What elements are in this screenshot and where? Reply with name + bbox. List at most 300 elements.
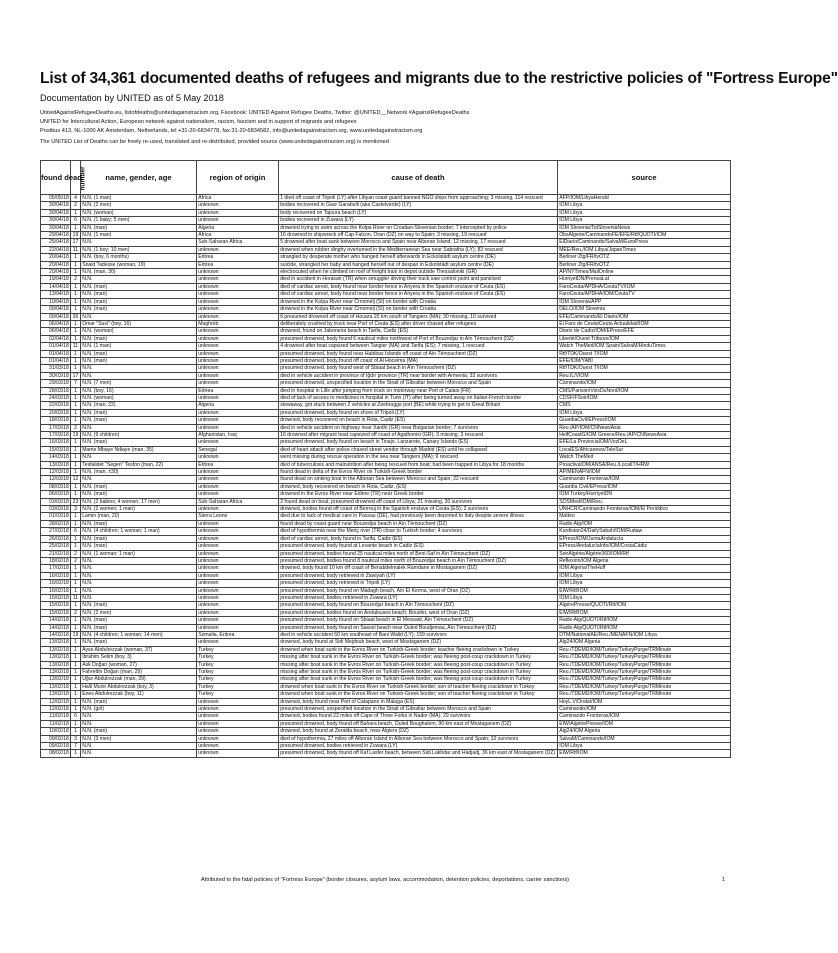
cell-region: unknown [197, 246, 279, 253]
cell-source: HelfCoastG/IOM Greece/Reu./AP/CNNewsAsia [558, 432, 731, 439]
table-row [41, 520, 731, 527]
cell-source: DELO/IOM Slovenia [558, 306, 731, 313]
cell-number: 1 [71, 320, 81, 327]
cell-region: unknown [197, 743, 279, 750]
cell-source: FaroCeuta/APDHA/IOM/CeutaTV [558, 291, 731, 298]
cell-date: 10/04/18 [41, 298, 71, 305]
cell-source: Kurdistan24/DailySabah/IOM/Rudaw [558, 528, 731, 535]
cell-date: 30/03/18 [41, 372, 71, 379]
cell-source: LocalES/Africanews/TeleSur [558, 446, 731, 453]
cell-name: Uğur Abdulrezzak (man, 39) [81, 676, 197, 683]
cell-region: Turkey [197, 669, 279, 676]
cell-name: Ayse Abdulrezzak (woman, 37) [81, 646, 197, 653]
cell-region: Somalia, Eritrea [197, 631, 279, 638]
cell-name: N.N. [81, 276, 197, 283]
cell-source: Caminando Fronteras/IOM [558, 713, 731, 720]
cell-name: N.N. (1 man) [81, 195, 197, 202]
cell-cause: missing after boat sunk in the Evros River on Turkish-Greek border; was fleeing post-coup crackdown in Turkey [279, 654, 558, 661]
cell-region: Senegal [197, 446, 279, 453]
cell-name: N.N. (man) [81, 617, 197, 624]
cell-date: 13/03/18 [41, 461, 71, 468]
table-row [41, 402, 731, 409]
cell-date: 17/02/18 [41, 565, 71, 572]
cell-cause: 1 died off coast of Tripoli (LY) after Libyan coast guard banned NGO ships from approaching; 3 missing, 114 rescued [279, 195, 558, 202]
cell-name: N.N. (man) [81, 224, 197, 231]
table-row [41, 498, 731, 505]
cell-region: Maghreb [197, 320, 279, 327]
cell-number: 1 [71, 402, 81, 409]
cell-region: unknown [197, 469, 279, 476]
cell-source: IOM Libya [558, 743, 731, 750]
cell-cause: drowned when boat sunk in the Evros River on Turkish-Greek border; son of teacher fleeing crackdown in Turkey [279, 691, 558, 698]
table-row [41, 454, 731, 461]
cell-number: 1 [71, 446, 81, 453]
cell-source: ObsAlgerie/CaminandoFE/EFE/Rtf/QUOTI/IOM [558, 232, 731, 239]
cell-date: 08/02/18 [41, 750, 71, 757]
license-line: The UNITED List of Deaths can be freely re-used, translated and re-distributed, provided source (www.unitedagainstracism.org) is mentioned [40, 139, 389, 145]
cell-cause: presumed drowned, body found on Sbiaat beach in El Messaid, Aïn Témouchent (DZ) [279, 617, 558, 624]
cell-source: IOM Libya [558, 202, 731, 209]
cell-name: Fahrettin Doğan (man, 29) [81, 669, 197, 676]
page-subtitle: Documentation by UNITED as of 5 May 2018 [40, 93, 224, 103]
cell-cause: presumed drowned, body found on shore of Tripoli (LY) [279, 409, 558, 416]
cell-number: 4 [71, 195, 81, 202]
cell-source: AP/NYTimes/MailOnline [558, 269, 731, 276]
cell-number: 17 [71, 239, 81, 246]
cell-date: 13/02/18 [41, 683, 71, 690]
cell-cause: presumed drowned, body found 6 nautical miles northwest of Port of Bouzedjar in Aïn Témouchent (DZ) [279, 335, 558, 342]
cell-source: Reu./TDEMD/IOM/Turkey/TurkeyPurge/TRMinute [558, 654, 731, 661]
cell-number: 17 [71, 372, 81, 379]
cell-source: ProactivaIOM/ANSA/Reu./LocalIT/HRW [558, 461, 731, 468]
cell-name: Lamin (man, 20) [81, 513, 197, 520]
cell-cause: missing after boat sunk in the Evros River on Turkish-Greek border; was fleeing post-coup crackdown in Turkey [279, 669, 558, 676]
cell-cause: presumed drowned, bodies found 25 nautical miles north of Beni-Saf in Aïn Témouchent (DZ) [279, 550, 558, 557]
table-row [41, 335, 731, 342]
table-row [41, 424, 731, 431]
cell-date: 31/03/18 [41, 365, 71, 372]
cell-region: unknown [197, 283, 279, 290]
cell-source: Rtf/TDK/Ouest T/IOM [558, 365, 731, 372]
cell-date: 18/02/18 [41, 557, 71, 564]
header-region: region of origin [197, 161, 279, 195]
cell-region: unknown [197, 306, 279, 313]
cell-date: 25/02/18 [41, 543, 71, 550]
cell-name: N.N. (man, ±30) [81, 469, 197, 476]
cell-number: 1 [71, 394, 81, 401]
cell-region: Turkey [197, 646, 279, 653]
cell-date: 14/02/18 [41, 631, 71, 638]
cell-number: 1 [71, 543, 81, 550]
table-row [41, 669, 731, 676]
cell-cause: 16 drowned in shipwreck off Cap Falcon, Oran (DZ) on way to Spain; 3 missing, 19 rescued [279, 232, 558, 239]
cell-source: Watch TheMed/IOM Spain/SalvaM/HinduTimes [558, 343, 731, 350]
cell-number: 1 [71, 535, 81, 542]
cell-cause: drowned in the Kolpa River near Črnomelj (SI) on border with Croatia [279, 306, 558, 313]
cell-number: 23 [71, 498, 81, 505]
cell-date: 19/04/18 [41, 276, 71, 283]
cell-name: N.N. (2 men) [81, 202, 197, 209]
cell-cause: died of lack of access to medicines in hospital in Turin (IT) after being turned away on Italian-French border [279, 394, 558, 401]
cell-source: EFE/IOM/YABI [558, 357, 731, 364]
cell-name: N.N. (boy, 6 months) [81, 254, 197, 261]
table-row [41, 195, 731, 202]
cell-date: 15/02/18 [41, 594, 71, 601]
table-row [41, 209, 731, 216]
cell-name: N.N. (man) [81, 350, 197, 357]
cell-source: Diario de Cadiz/IOM/EPress/EFE [558, 328, 731, 335]
cell-source: IOM Libya [558, 572, 731, 579]
cell-region: unknown [197, 483, 279, 490]
cell-number: 1 [71, 728, 81, 735]
cell-date: 05/05/18 [41, 195, 71, 202]
cell-name: N.N. [81, 572, 197, 579]
cell-region: Africa [197, 232, 279, 239]
table-row [41, 269, 731, 276]
cell-cause: died of cardiac arrest, body found in Tarifa, Cadiz (ES) [279, 535, 558, 542]
cell-date: 12/03/18 [41, 469, 71, 476]
cell-region: Eritrea [197, 254, 279, 261]
cell-region: unknown [197, 202, 279, 209]
cell-number: 1 [71, 587, 81, 594]
cell-cause: drowned when boat sunk in the Evros River on Turkish-Greek border; son of teacher fleeing crackdown in Turkey [279, 683, 558, 690]
cell-cause: 6 presumed drowned off coast of Houara 20 km south of Tangiers (MA); 30 missing, 10 survived [279, 313, 558, 320]
cell-region: unknown [197, 506, 279, 513]
cell-region: unknown [197, 528, 279, 535]
header-number-label: number [79, 165, 87, 191]
table-row [41, 587, 731, 594]
contact-line: UnitedAgainstRefugeeDeaths.eu, listofdeaths@unitedagainstracism.org, Facebook: UNITED Against Refugee Deaths, Twitter: @UNITED__Network #AgainstRefugeeDeaths [40, 110, 470, 116]
cell-number: 6 [71, 217, 81, 224]
cell-cause: presumed drowned, bodies retrieved in Zuwara (LY) [279, 594, 558, 601]
cell-region: unknown [197, 639, 279, 646]
cell-region: unknown [197, 372, 279, 379]
table-row [41, 350, 731, 357]
cell-cause: died of cardiac arrest, body found near border fence in Anyera in the Spanish enclave of Ceuta (ES) [279, 283, 558, 290]
cell-number: 1 [71, 269, 81, 276]
cell-region: Turkey [197, 676, 279, 683]
table-row [41, 483, 731, 490]
cell-region: unknown [197, 550, 279, 557]
cell-number: 1 [71, 617, 81, 624]
table-row [41, 380, 731, 387]
cell-date: 15/02/18 [41, 602, 71, 609]
cell-region: unknown [197, 617, 279, 624]
cell-number: 1 [71, 661, 81, 668]
cell-region: unknown [197, 439, 279, 446]
cell-source: Radio Alg/QUOTI/Rtf/IOM [558, 617, 731, 624]
table-row [41, 572, 731, 579]
cell-cause: drowned in the Evros River near Edirne (TR) near Greek border [279, 491, 558, 498]
cell-number: 1 [71, 306, 81, 313]
cell-name: N.N. [81, 713, 197, 720]
cell-number: 1 [71, 720, 81, 727]
cell-source: Radio Alg/QUOTI/Rtf/IOM [558, 624, 731, 631]
cell-date: 06/03/18 [41, 491, 71, 498]
cell-name: N.N. [81, 743, 197, 750]
cell-region: unknown [197, 269, 279, 276]
cell-cause: bodies recovered in Zuwara (LY) [279, 217, 558, 224]
cell-number: 19 [71, 232, 81, 239]
table-row [41, 217, 731, 224]
table-row [41, 432, 731, 439]
cell-number: 2 [71, 276, 81, 283]
table-row [41, 469, 731, 476]
cell-date: 01/04/18 [41, 343, 71, 350]
cell-number: 1 [71, 409, 81, 416]
cell-source: Caminando/IOM [558, 380, 731, 387]
cell-name: N.N. (1 man) [81, 232, 197, 239]
cell-source: IOM Slovenia/APP [558, 298, 731, 305]
header-found-dead: found dead [41, 161, 71, 195]
cell-date: 03/03/18 [41, 498, 71, 505]
cell-name: N.N. (3 men) [81, 735, 197, 742]
header-source: source [558, 161, 731, 195]
cell-cause: presumed drowned, body found on beach in Tinajo, Lanzarote, Canary Islands (ES) [279, 439, 558, 446]
cell-name: N.N. (man) [81, 298, 197, 305]
cell-region: unknown [197, 276, 279, 283]
cell-number: 1 [71, 328, 81, 335]
cell-source: Reu./AP/IOM/CNNewsAsia [558, 424, 731, 431]
cell-number: 1 [71, 224, 81, 231]
cell-cause: presumed drowned, body found on Madagh beach, Aïn El Kerma, west of Oran (DZ) [279, 587, 558, 594]
table-row [41, 513, 731, 520]
cell-number: 1 [71, 698, 81, 705]
cell-name: N.N. [81, 239, 197, 246]
cell-source: Reflexion/IOM Algeria [558, 557, 731, 564]
table-row [41, 706, 731, 713]
cell-number: 2 [71, 550, 81, 557]
cell-cause: presumed drowned, body found at Levante beach in Cadiz (ES) [279, 543, 558, 550]
cell-source: EIW/AlgériePresse/IOM [558, 720, 731, 727]
cell-number: 1 [71, 520, 81, 527]
cell-date: 24/03/18 [41, 394, 71, 401]
table-row [41, 528, 731, 535]
cell-date: 29/04/18 [41, 232, 71, 239]
cell-date: 20/03/18 [41, 409, 71, 416]
cell-date: 11/02/18 [41, 713, 71, 720]
cell-source: EPress/IOM/JuntaAndalucía [558, 535, 731, 542]
cell-cause: died of tuberculosis and malnutrition after being rescued from boat; had been trapped in Libya for 18 months [279, 461, 558, 468]
cell-name: N.N. [81, 580, 197, 587]
cell-date: 15/03/18 [41, 446, 71, 453]
cell-number: 36 [71, 313, 81, 320]
cell-name: N.N. (1 boy; 10 men) [81, 246, 197, 253]
cell-date: 20/04/18 [41, 254, 71, 261]
cell-date: 09/02/18 [41, 743, 71, 750]
cell-name: N.N. (man) [81, 306, 197, 313]
cell-cause: presumed drowned, body found off Bahara beach, Ouled Boughalem, 90 km east of Mostaganem (DZ) [279, 720, 558, 727]
cell-source: SalvaM/Caminando/IOM [558, 735, 731, 742]
cell-number: 19 [71, 432, 81, 439]
cell-region: Eritrea [197, 461, 279, 468]
cell-region: Turkey [197, 654, 279, 661]
cell-cause: drowned, body found at Zeralda beach, near Algiers (DZ) [279, 728, 558, 735]
cell-region: unknown [197, 602, 279, 609]
page-number: 1 [722, 877, 726, 883]
cell-date: 10/02/18 [41, 728, 71, 735]
cell-source: IOM Libya [558, 217, 731, 224]
cell-date: 16/03/18 [41, 439, 71, 446]
cell-name: N.N. (man) [81, 483, 197, 490]
cell-date: 29/03/18 [41, 380, 71, 387]
table-row [41, 461, 731, 468]
cell-source: AFP/IOM/LibyaHerald [558, 195, 731, 202]
table-row [41, 224, 731, 231]
cell-region: Sub-Saharan Africa [197, 498, 279, 505]
cell-source: IOM Turkey/HurriyetDN [558, 491, 731, 498]
cell-source: Watch TheMed [558, 454, 731, 461]
cell-source: EIW/Rtf/IOM [558, 750, 731, 757]
cell-number: 1 [71, 491, 81, 498]
cell-cause: died of hypothermia, 27 miles off Alboran Island in Alboran Sea between Morocco and Spain; 32 survivors [279, 735, 558, 742]
cell-name: N.N. (2 babies; 4 women; 17 men) [81, 498, 197, 505]
cell-number: 1 [71, 683, 81, 690]
table-row [41, 550, 731, 557]
cell-name: N.N. (woman) [81, 209, 197, 216]
cell-number: 1 [71, 691, 81, 698]
cell-date: 17/03/18 [41, 432, 71, 439]
cell-source: El Faro de Ceuta/Ceuta Actualidad/IOM [558, 320, 731, 327]
cell-source: Reu./TDEMD/IOM/Turkey/TurkeyPurge/TRMinute [558, 676, 731, 683]
cell-cause: presumed drowned, bodies found 8 nautical miles north of Bouzedjar beach in Aïn Témouchent (DZ) [279, 557, 558, 564]
header-name: name, gender, age [81, 161, 197, 195]
table-row [41, 372, 731, 379]
cell-name: Enes Abdulrezzak (boy, 11) [81, 691, 197, 698]
cell-source: SoirAlgérie/Algérie360/IOM/Rtf [558, 550, 731, 557]
cell-date: 22/03/18 [41, 402, 71, 409]
cell-region: Africa [197, 195, 279, 202]
cell-source: Reu./TDEMD/IOM/Turkey/TurkeyPurge/TRMinute [558, 646, 731, 653]
cell-source: Liberté/Ouest Tribune/IOM [558, 335, 731, 342]
cell-cause: found dead in delta of the Evros River on Turkish-Greek border [279, 469, 558, 476]
cell-number: 19 [71, 631, 81, 638]
cell-date: 01/04/18 [41, 350, 71, 357]
cell-date: 13/02/18 [41, 654, 71, 661]
cell-region: unknown [197, 313, 279, 320]
cell-cause: found dead on sinking boat in the Alboran Sea between Morocco and Spain; 22 rescued [279, 476, 558, 483]
cell-region: Algeria [197, 224, 279, 231]
cell-name: N.N. (man) [81, 602, 197, 609]
cell-date: 13/02/18 [41, 669, 71, 676]
cell-cause: drowned, body found at Sidi Mejdoub beach, west of Mostaganem (DZ) [279, 639, 558, 646]
cell-cause: suicide, strangled her baby and hanged herself out of despair in Eckolstädt asylum centre (DE) [279, 261, 558, 268]
cell-cause: died in vehicle accident 60 km southeast of Bani Walid (LY); 159 survivors [279, 631, 558, 638]
cell-date: 16/02/18 [41, 580, 71, 587]
cell-source: Reu./TDEMD/IOM/Turkey/TurkeyPurge/TRMinute [558, 683, 731, 690]
table-row [41, 661, 731, 668]
cell-name: Halil Munir Abdulrezzak (boy, 3) [81, 683, 197, 690]
cell-cause: drowned, body found near Port of Catapano in Malaga (ES) [279, 698, 558, 705]
cell-name: N.N. [81, 454, 197, 461]
cell-number: 1 [71, 254, 81, 261]
cell-date: 17/03/18 [41, 424, 71, 431]
cell-number: 1 [71, 654, 81, 661]
cell-name: N.N. [81, 594, 197, 601]
cell-number: 1 [71, 417, 81, 424]
cell-region: unknown [197, 424, 279, 431]
cell-cause: stowaway, got stuck between 2 vehicles at Zeebrugge port (BE) while trying to get to Great Britain [279, 402, 558, 409]
cell-name: N.N. (boy, 16) [81, 387, 197, 394]
table-row [41, 617, 731, 624]
cell-region: unknown [197, 720, 279, 727]
cell-region: unknown [197, 624, 279, 631]
cell-date: 14/04/18 [41, 283, 71, 290]
cell-region: unknown [197, 291, 279, 298]
table-row [41, 343, 731, 350]
cell-number: 1 [71, 387, 81, 394]
table-body [41, 195, 731, 758]
cell-source: MEE/Reu./IOM Libya/JapanTimes [558, 246, 731, 253]
cell-name: N.N. (man) [81, 439, 197, 446]
cell-date: 11/02/18 [41, 720, 71, 727]
cell-date: 13/04/18 [41, 291, 71, 298]
table-row [41, 306, 731, 313]
cell-cause: went missing during rescue operation in the sea near Tangiers (MA); 9 rescued [279, 454, 558, 461]
cell-region: unknown [197, 409, 279, 416]
cell-date: 22/04/18 [41, 246, 71, 253]
cell-region: unknown [197, 417, 279, 424]
cell-region: unknown [197, 350, 279, 357]
cell-date: 27/02/18 [41, 528, 71, 535]
cell-region: unknown [197, 587, 279, 594]
cell-region: Algeria [197, 402, 279, 409]
table-header-row [41, 161, 731, 195]
cell-region: Eritrea [197, 387, 279, 394]
cell-number: 7 [71, 380, 81, 387]
cell-date: 02/04/18 [41, 335, 71, 342]
address-line: Postbus 413, NL-1000 AK Amsterdam, Netherlands, tel +31-20-6834778, fax 31-20-6834582, info@unitedagainstracism.org, www.unitedagainstracism.org [40, 128, 423, 134]
table-row [41, 239, 731, 246]
cell-region: unknown [197, 728, 279, 735]
cell-date: 28/02/18 [41, 520, 71, 527]
cell-number: 3 [71, 506, 81, 513]
cell-date: 18/03/18 [41, 417, 71, 424]
cell-cause: died of heart attack after police chased street vendor through Madrid (ES) until he collapsed [279, 446, 558, 453]
cell-cause: died in hospital in Lille after jumping from truck on motorway near Port of Calais (FR) [279, 387, 558, 394]
cell-region: unknown [197, 580, 279, 587]
cell-number: 11 [71, 343, 81, 350]
cell-number: 1 [71, 469, 81, 476]
cell-name: Mame Mbaye Ndiaye (man, 35) [81, 446, 197, 453]
cell-number: 1 [71, 291, 81, 298]
cell-cause: drowned, bodies found off coast of Berrouj in the Spanish enclave of Ceuta (ES); 2 survivors [279, 506, 558, 513]
cell-name: N.N. (man) [81, 335, 197, 342]
cell-region: unknown [197, 335, 279, 342]
cell-source: AP/MENAFN/IOM [558, 469, 731, 476]
table-row [41, 261, 731, 268]
cell-region: unknown [197, 565, 279, 572]
cell-cause: electrocuted when he climbed on roof of freight train in depot outside Thessaloniki (GR) [279, 269, 558, 276]
cell-cause: presumed drowned, body found on Sassel beach near Ouled Boudjemaa, Aïn Témouchent (DZ) [279, 624, 558, 631]
cell-number: 1 [71, 209, 81, 216]
cell-name: N.N. (man) [81, 698, 197, 705]
table-row [41, 713, 731, 720]
cell-name: N.N. (man, 22) [81, 402, 197, 409]
cell-region: unknown [197, 357, 279, 364]
cell-name: N.N. [81, 557, 197, 564]
cell-region: unknown [197, 535, 279, 542]
cell-cause: drowned when boat sunk in the Evros River on Turkish-Greek border; teacher fleeing crackdown in Turkey [279, 646, 558, 653]
cell-name: N.N. (woman) [81, 394, 197, 401]
cell-source: IOM Algeria/TheHuff [558, 565, 731, 572]
cell-number: 11 [71, 246, 81, 253]
cell-number: 1 [71, 454, 81, 461]
cell-number: 2 [71, 609, 81, 616]
cell-cause: 5 drowned after boat sank between Morocco and Spain near Alboran Island; 12 missing, 17 rescued [279, 239, 558, 246]
cell-date: 30/04/18 [41, 224, 71, 231]
cell-name: N.N. (man) [81, 639, 197, 646]
